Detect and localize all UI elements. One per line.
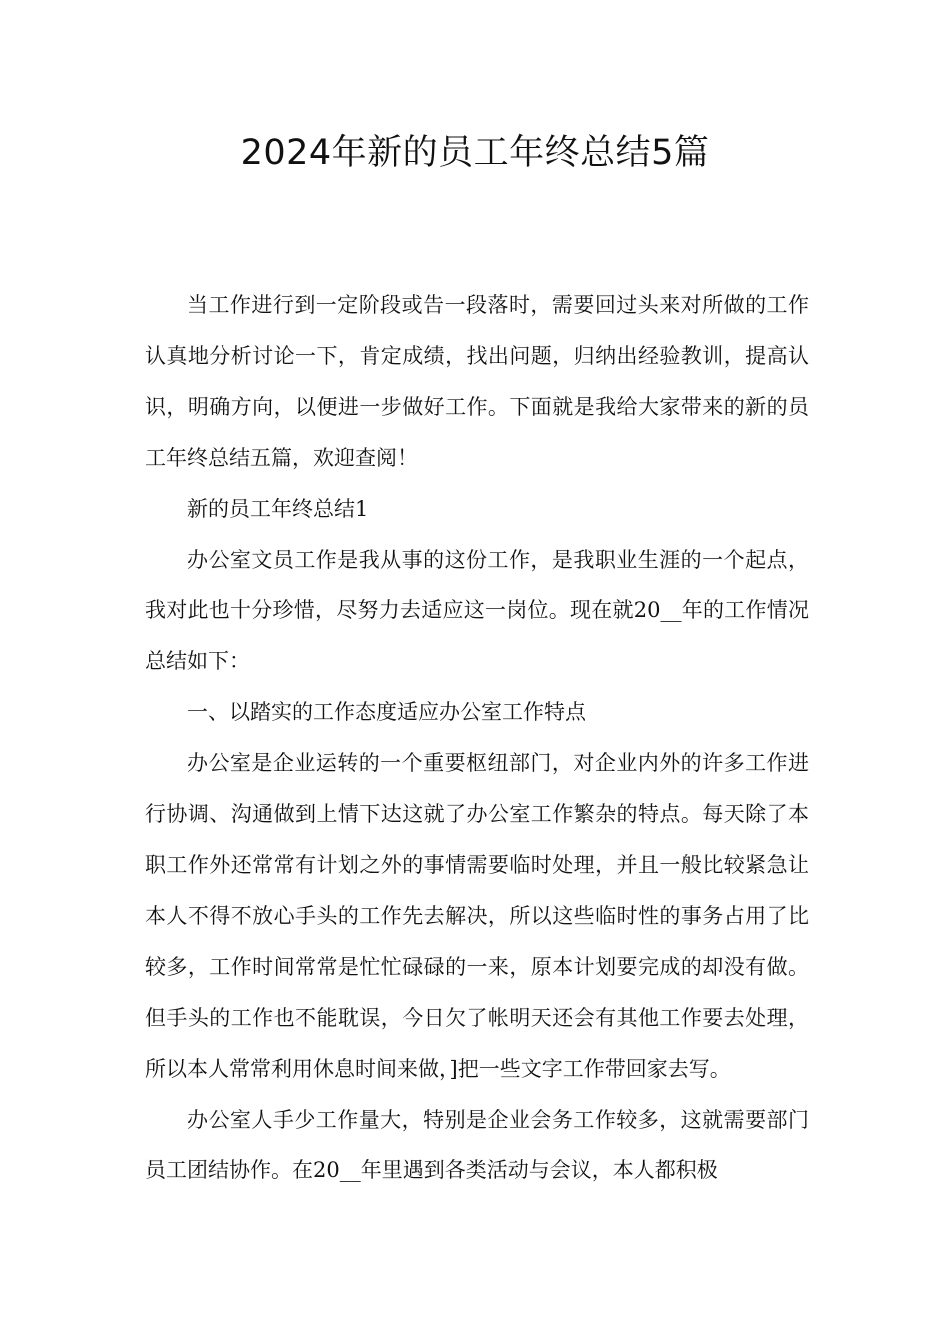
intro-paragraph: 当工作进行到一定阶段或告一段落时，需要回过头来对所做的工作认真地分析讨论一下，肯定成绩，找出问题，归纳出经验教训，提高认识，明确方向，以便进一步做好工作。下面就是我给大家带来的新的员工年终总结五篇，欢迎查阅！ (145, 293, 809, 470)
body-paragraph: 办公室是企业运转的一个重要枢纽部门，对企业内外的许多工作进行协调、沟通做到上情下达这就了办公室工作繁杂的特点。每天除了本职工作外还常常有计划之外的事情需要临时处理，并且一般比较紧急让本人不得不放心手头的工作先去解决，所以这些临时性的事务占用了比较多，工作时间常常是忙忙碌碌的一来，原本计划要完成的却没有做。但手头的工作也不能耽误，今日欠了帐明天还会有其他工作要去处理，所以本人常常利用休息时间来做，]把一些文字工作带回家去写。 (145, 751, 809, 1081)
document-body (145, 280, 809, 1196)
document-title: 2024年新的员工年终总结5篇 (240, 133, 710, 173)
body-paragraph: 办公室人手少工作量大，特别是企业会务工作较多，这就需要部门员工团结协作。在20__年里遇到各类活动与会议，本人都积极 (145, 1107, 809, 1183)
section-heading: 新的员工年终总结1 (187, 496, 369, 521)
subsection-heading: 一、以踏实的工作态度适应办公室工作特点 (187, 700, 586, 725)
body-paragraph: 办公室文员工作是我从事的这份工作，是我职业生涯的一个起点，我对此也十分珍惜，尽努力去适应这一岗位。现在就20__年的工作情况总结如下： (145, 547, 809, 674)
